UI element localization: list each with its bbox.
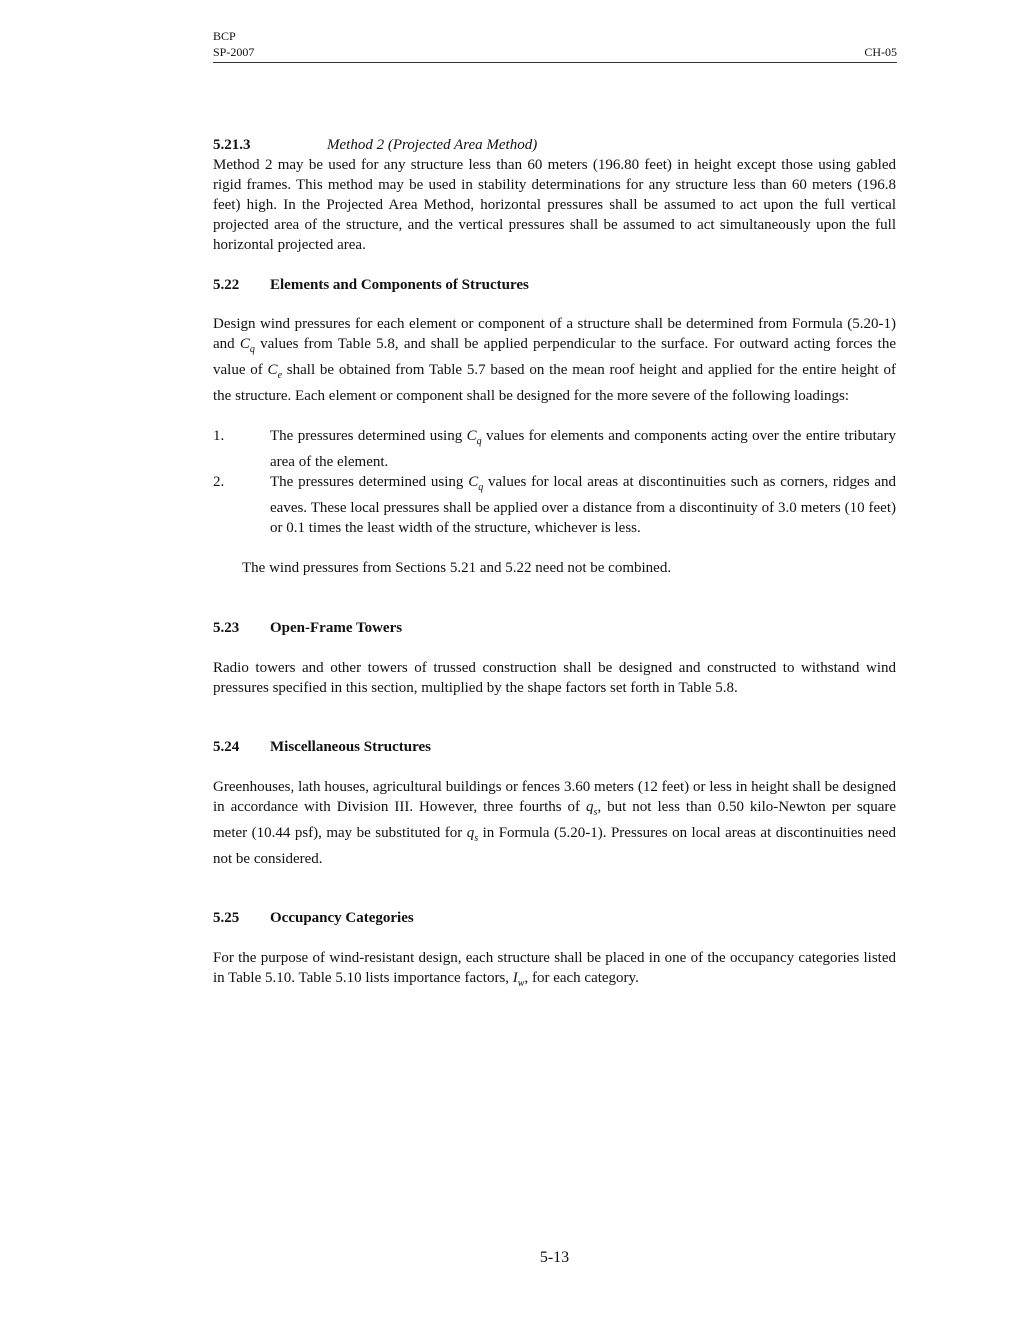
paragraph-5-25: For the purpose of wind-resistant design, each structure shall be placed in one of the occupancy categories listed in Table 5.10. Table 5.10 lists importance factors, $I_w$, for each category. [213, 950, 896, 989]
symbol-ce: $C_e$ [267, 362, 283, 381]
section-title: Open-Frame Towers [270, 620, 403, 636]
paragraph-5-24: Greenhouses, lath houses, agricultural buildings or fences 3.60 meters (12 feet) or less in height shall be designed in accordance with Division III. However, three fourths of $q_s$, but not less than 0.50 kilo-Newton per square meter (10.44 psf), may be substituted for $q_s$ in Formula (5.20-1). Pressures on local areas at discontinuities need not be considered. [213, 779, 896, 867]
section-title: Occupancy Categories [270, 910, 414, 926]
section-heading-5-22 [213, 275, 896, 295]
page-header [213, 28, 897, 63]
text-run: values from Table 5.8, and shall be applied perpendicular to the surface. For outward acting forces the value of [213, 336, 896, 378]
list-text: The pressures determined using $C_q$ values for elements and components acting over the entire tributary area of the element. [270, 428, 896, 470]
symbol-qs: $q_s$ [466, 825, 479, 844]
header-chapter: CH-05 [864, 45, 897, 59]
note-paragraph: The wind pressures from Sections 5.21 and 5.22 need not be combined. [242, 560, 672, 576]
section-title: Method 2 (Projected Area Method) [327, 137, 538, 153]
list-number: 2. [213, 474, 225, 490]
list-number: 1. [213, 428, 225, 444]
list-item [213, 426, 896, 472]
list-text: The pressures determined using $C_q$ values for local areas at discontinuities such as corners, ridges and eaves. These local pressures shall be applied over a distance from a discontinuity of 3.0 meters (10 feet) or 0.1 times the least width of the structure, whichever is less. [270, 474, 896, 536]
symbol-cq: $C_q$ [468, 474, 484, 493]
document-page [213, 0, 896, 1326]
symbol-qs: $q_s$ [586, 799, 598, 818]
symbol-iw: $I_w$ [512, 970, 525, 989]
section-heading-5-21-3 [213, 135, 896, 155]
symbol-cq: $C_q$ [239, 336, 255, 355]
page-number: 5-13 [539, 1249, 570, 1266]
section-heading-5-25 [213, 908, 896, 928]
section-number: 5.23 [213, 620, 240, 636]
section-heading-5-24 [213, 737, 896, 757]
paragraph-5-23: Radio towers and other towers of trussed construction shall be designed and constructed to withstand wind pressures specified in this section, multiplied by the shape factors set forth in Table 5.8. [213, 660, 896, 696]
section-number: 5.24 [213, 739, 240, 755]
header-doc-code: SP-2007 [213, 45, 255, 59]
section-number: 5.21.3 [213, 137, 251, 153]
header-org: BCP [213, 29, 236, 43]
document-body [213, 135, 896, 994]
section-number: 5.25 [213, 910, 240, 926]
paragraph-5-21-3: Method 2 may be used for any structure less than 60 meters (196.80 feet) in height except those using gabled rigid frames. This method may be used in stability determinations for any structure less than 60 meters (196.8 feet) high. In the Projected Area Method, horizontal pressures shall be assumed to act upon the full vertical projected area of the structure, and the vertical pressures shall be assumed to act simultaneously upon the full horizontal projected area. [213, 157, 896, 253]
symbol-cq: $C_q$ [466, 428, 482, 447]
text-run: Design wind pressures for each element or component of a structure shall be determined from Formula (5.20-1) and [213, 316, 896, 352]
section-number: 5.22 [213, 277, 240, 293]
section-title: Miscellaneous Structures [270, 739, 431, 755]
text-run: shall be obtained from Table 5.7 based on the mean roof height and applied for the entire height of the structure. Each element or component shall be designed for the more severe of the following loadings: [213, 362, 896, 404]
paragraph-5-22 [213, 314, 896, 406]
loading-list [213, 426, 896, 538]
section-title: Elements and Components of Structures [270, 277, 529, 293]
section-heading-5-23 [213, 618, 896, 638]
list-item [213, 472, 896, 538]
